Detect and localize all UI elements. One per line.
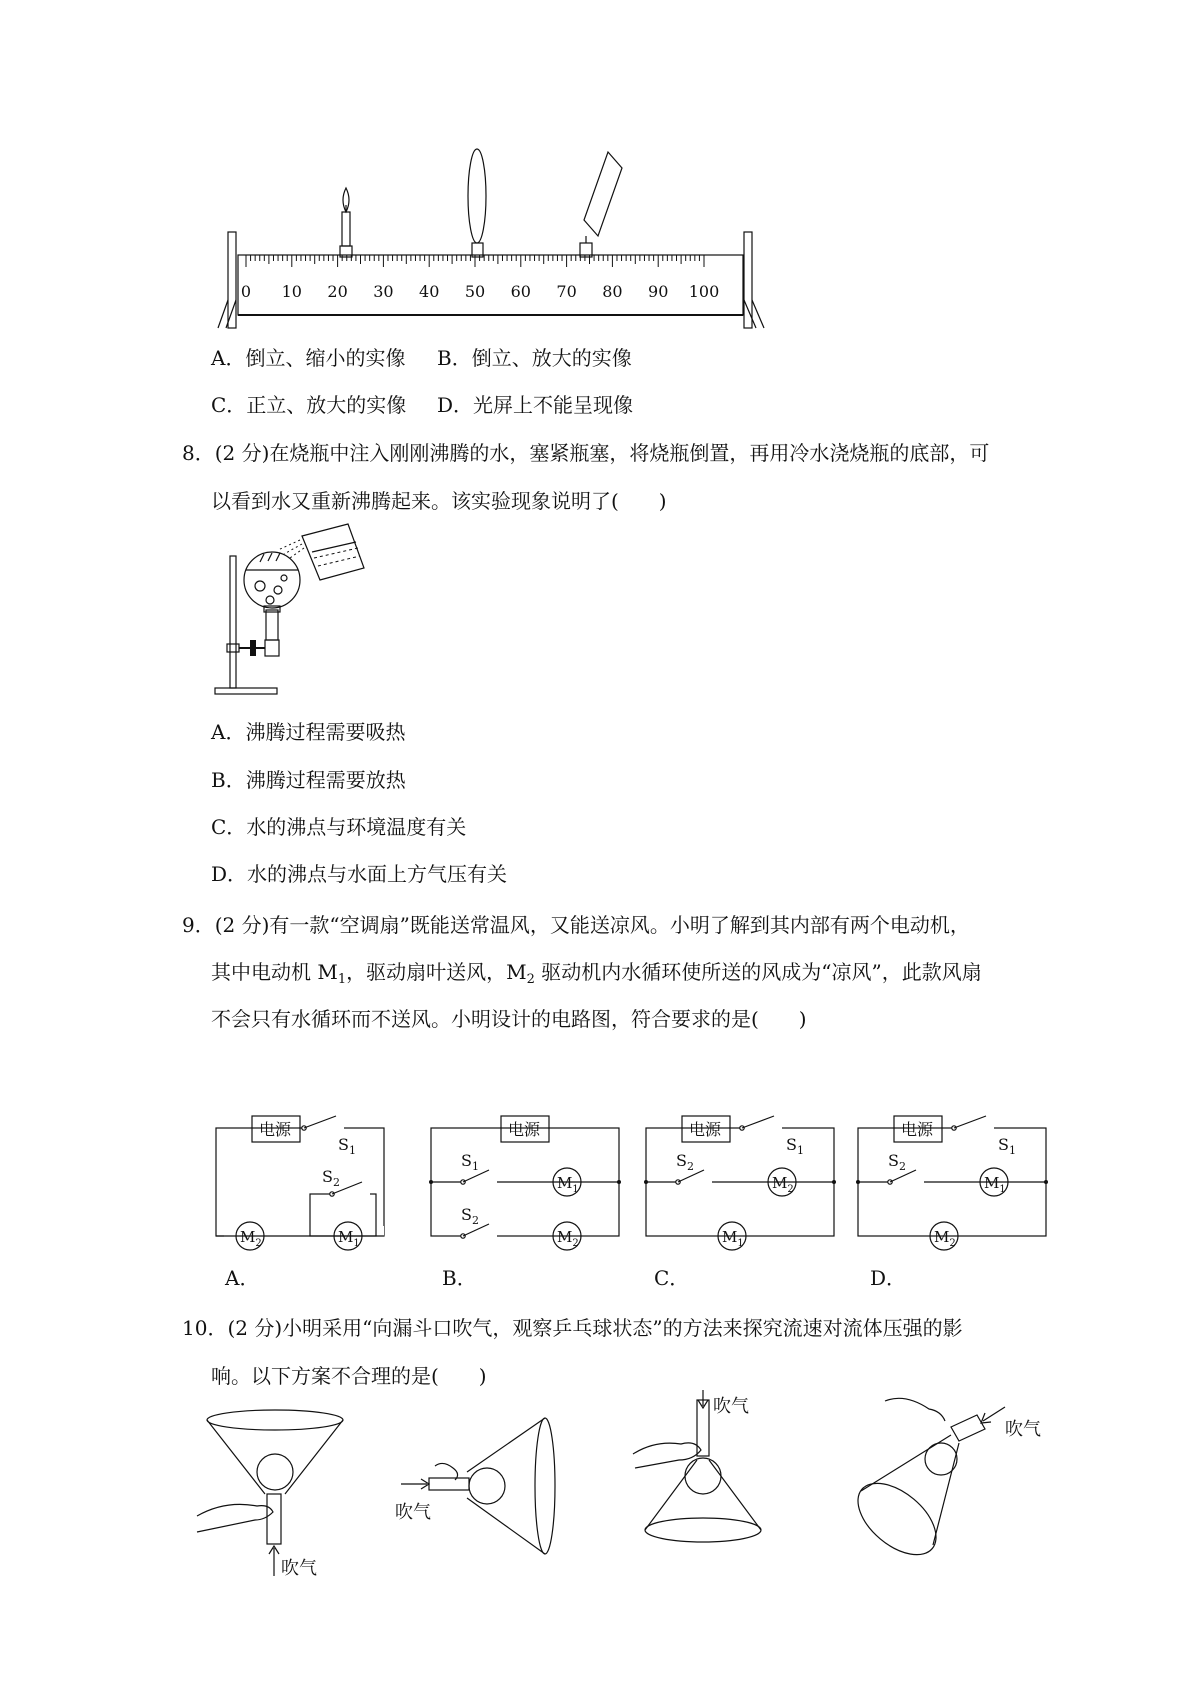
option-text: 沸腾过程需要吸热 (245, 720, 406, 744)
option-text: 倒立、放大的实像 (471, 346, 632, 370)
subscript: 2 (526, 972, 535, 987)
circuit-label-a: A． (225, 1266, 260, 1290)
blow-label: 吹气 (713, 1396, 749, 1417)
blow-label: 吹气 (1005, 1419, 1041, 1440)
q7-option-b (437, 346, 632, 370)
question-text: 响。以下方案不合理的是( ) (211, 1364, 487, 1388)
option-letter: C． (211, 393, 247, 417)
question-text: 不会只有水循环而不送风。小明设计的电路图，符合要求的是( ) (211, 1007, 807, 1031)
option-text: 光屏上不能呈现像 (473, 393, 634, 417)
question-score: (2 分) (214, 913, 270, 937)
q10-stem-line2 (211, 1364, 487, 1388)
bench-scale-label: 30 (373, 282, 394, 301)
circuit-c (640, 1100, 840, 1270)
hand-icon (197, 1504, 273, 1532)
bench-scale-label: 10 (281, 282, 302, 301)
q8-option-a (211, 720, 405, 744)
power-label: 电源 (508, 1120, 541, 1139)
bench-scale-label: 100 (688, 282, 720, 301)
option-text: 正立、放大的实像 (246, 393, 407, 417)
switch-label: $S_1$ (998, 1135, 1016, 1157)
motor-label: $M_2$ (557, 1228, 579, 1249)
q9-stem-line3 (211, 1007, 807, 1031)
option-letter: D． (211, 862, 248, 886)
option-letter: C． (211, 815, 247, 839)
pouring-water-dots (278, 540, 304, 558)
question-number: 8． (182, 441, 215, 465)
switch-label: $S_1$ (786, 1135, 804, 1157)
circuit-b (425, 1100, 625, 1270)
subscript: 1 (337, 972, 347, 987)
flask-icon (244, 552, 300, 640)
switch-label: $S_2$ (461, 1205, 479, 1227)
q7-option-c (211, 393, 406, 417)
q8-stem-line2 (211, 489, 667, 513)
switch-label: $S_2$ (888, 1151, 906, 1173)
bench-right-stand (744, 232, 752, 328)
beaker-icon (302, 524, 364, 580)
motor-label: $M_1$ (984, 1174, 1006, 1195)
circuit-a (210, 1100, 410, 1270)
question-text: 驱动机内水循环使所送的风成为“凉风”，此款风扇 (534, 960, 982, 984)
motor-label: $M_1$ (338, 1228, 360, 1249)
bench-left-stand (228, 232, 236, 328)
bench-scale-label: 90 (648, 282, 669, 301)
bench-scale-label: 60 (510, 282, 531, 301)
question-text: 小明采用“向漏斗口吹气，观察乒乓球状态”的方法来探究流速对流体压强的影 (282, 1316, 963, 1340)
question-number: 9． (182, 913, 215, 937)
option-letter: D． (437, 393, 474, 417)
bench-scale-label: 0 (240, 282, 252, 301)
circuit-d (852, 1100, 1052, 1270)
question-text: ，驱动扇叶送风，M (346, 960, 527, 984)
bench-scale-label: 50 (464, 282, 486, 301)
q9-stem-line1 (182, 913, 970, 937)
motor-label: $M_2$ (772, 1174, 794, 1195)
q8-stem-line1 (182, 441, 989, 465)
motor-label: $M_1$ (722, 1228, 744, 1249)
light-screen-icon (580, 152, 622, 257)
motor-label: $M_1$ (557, 1174, 579, 1195)
flask-experiment-figure (210, 528, 370, 698)
optical-bench-figure (0, 0, 1200, 340)
question-text: 在烧瓶中注入刚刚沸腾的水，塞紧瓶塞，将烧瓶倒置，再用冷水浇烧瓶的底部，可 (269, 441, 990, 465)
question-text: 其中电动机 M (211, 960, 338, 984)
option-text: 沸腾过程需要放热 (245, 768, 406, 792)
ping-pong-ball (469, 1468, 505, 1504)
option-letter: A． (211, 346, 246, 370)
option-text: 水的沸点与环境温度有关 (246, 815, 467, 839)
funnel-figure-1 (195, 1408, 365, 1578)
power-label: 电源 (689, 1120, 722, 1139)
q8-option-c (211, 815, 466, 839)
hand-icon (885, 1398, 945, 1421)
switch-label: $S_1$ (461, 1151, 479, 1173)
question-text: 有一款“空调扇”既能送常温风，又能送凉风。小明了解到其内部有两个电动机， (269, 913, 970, 937)
q7-option-a (211, 346, 405, 370)
hand-icon (633, 1443, 701, 1468)
circuit-label-c: C． (654, 1266, 690, 1290)
funnel-figure-3 (625, 1390, 805, 1560)
switch-label: $S_2$ (676, 1151, 694, 1173)
q9-stem-line2 (211, 960, 982, 992)
stand-base (215, 688, 277, 694)
candle-icon (340, 188, 352, 257)
question-score: (2 分) (227, 1316, 283, 1340)
funnel-figure-2 (395, 1408, 575, 1578)
option-letter: A． (211, 720, 246, 744)
ping-pong-ball (257, 1454, 293, 1490)
q7-option-d (437, 393, 633, 417)
circuit-label-b: B． (442, 1266, 477, 1290)
bench-scale-label: 70 (556, 282, 577, 301)
power-label: 电源 (901, 1120, 934, 1139)
bench-scale-labels (241, 282, 719, 301)
ping-pong-ball (685, 1458, 721, 1494)
stand-rod (230, 556, 236, 688)
motor-label: $M_2$ (934, 1228, 956, 1249)
q10-stem-line1 (182, 1316, 963, 1340)
question-text: 以看到水又重新沸腾起来。该实验现象说明了( ) (211, 489, 667, 513)
switch-label: $S_2$ (322, 1167, 340, 1189)
blow-label: 吹气 (281, 1558, 317, 1579)
q8-option-b (211, 768, 406, 792)
question-number: 10． (182, 1316, 228, 1340)
question-score: (2 分) (214, 441, 270, 465)
funnel-figure-4 (855, 1395, 1055, 1565)
bench-scale-label: 20 (327, 282, 348, 301)
ping-pong-ball (925, 1443, 957, 1475)
option-letter: B． (211, 768, 246, 792)
bench-scale-label: 40 (419, 282, 440, 301)
q8-option-d (211, 862, 507, 886)
motor-label: $M_2$ (240, 1228, 262, 1249)
bench-scale-label: 80 (602, 282, 623, 301)
convex-lens-icon (468, 149, 486, 257)
switch-label: $S_1$ (338, 1135, 356, 1157)
option-text: 倒立、缩小的实像 (245, 346, 406, 370)
circuit-label-d: D． (870, 1266, 907, 1290)
power-label: 电源 (259, 1120, 292, 1139)
option-letter: B． (437, 346, 472, 370)
blow-label: 吹气 (395, 1502, 431, 1523)
option-text: 水的沸点与水面上方气压有关 (247, 862, 508, 886)
